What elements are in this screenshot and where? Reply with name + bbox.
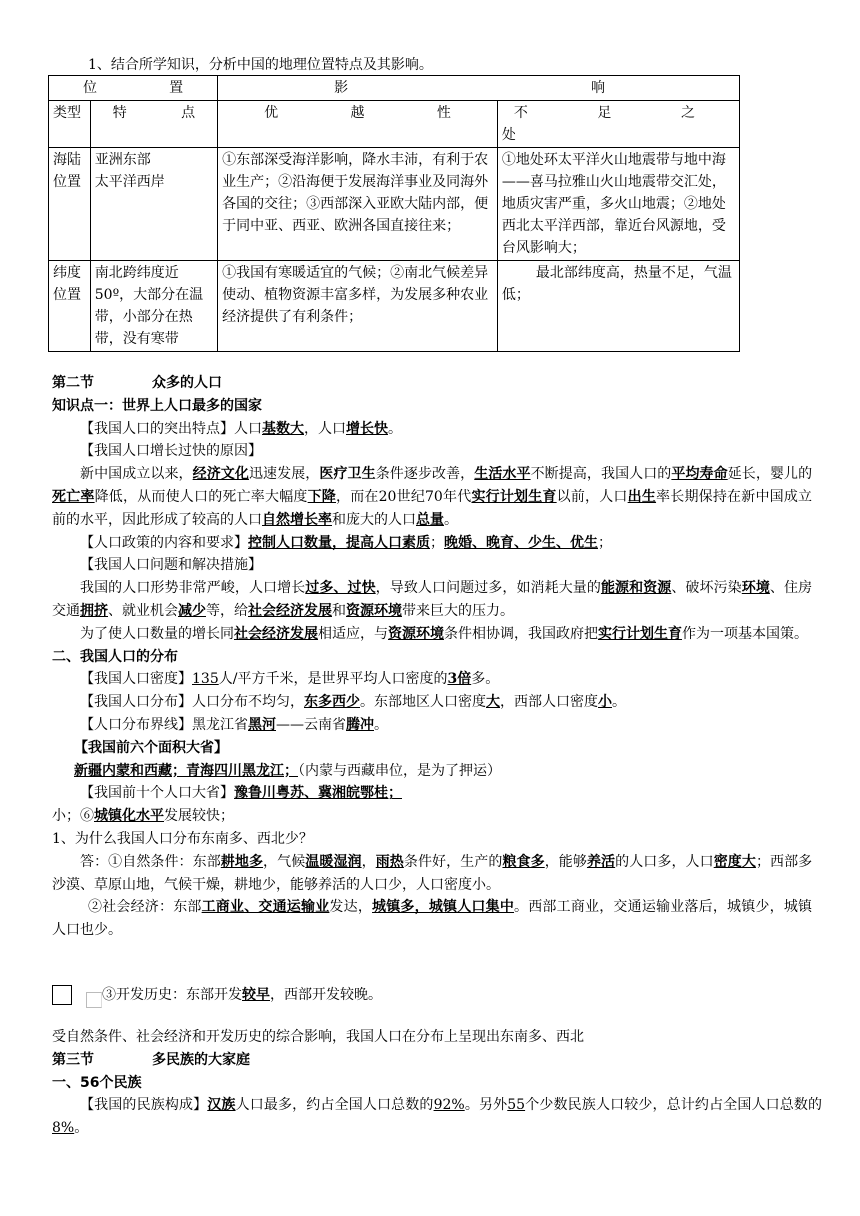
cell-feature: 亚洲东部 太平洋西岸 [90, 148, 217, 261]
question-distribution: 1、为什么我国人口分布东南多、西北少？ [52, 830, 313, 847]
table-header-row-2 [49, 101, 740, 148]
answer-natural: 答：①自然条件：东部耕地多，气候温暖湿润，雨热条件好，生产的粮食多，能够养活的人口多，人口密度大；西部多沙漠、草原山地，气候干燥，耕地少，能够养活的人口少，人口密度小。 [52, 853, 813, 893]
header-type: 类型 [49, 101, 91, 148]
section-3-heading: 第三节 多民族的大家庭 [52, 1051, 250, 1068]
section-3-sub: 一、56个民族 [52, 1074, 142, 1091]
header-influence: 影 响 [218, 76, 740, 101]
line-populous-provinces: 【我国前十个人口大省】豫鲁川粤苏、冀湘皖鄂桂； [80, 785, 402, 802]
knowledge-point-1: 知识点一：世界上人口最多的国家 [52, 397, 262, 414]
header-advantage: 优 越 性 [218, 101, 498, 148]
checkbox-square [52, 985, 72, 1005]
answer-economy: ②社会经济：东部工商业、交通运输业发达，城镇多，城镇人口集中。西部工商业，交通运输业落后，城镇少，城镇人口也少。 [52, 899, 813, 939]
cell-type: 海陆位置 [49, 148, 91, 261]
section-2-distribution: 二、我国人口的分布 [52, 648, 178, 665]
header-feature: 特 点 [90, 101, 217, 148]
cell-disadvantage: 最北部纬度高，热量不足，气温低； [497, 261, 739, 352]
line-boundary: 【人口分布界线】黑龙江省黑河——云南省腾冲。 [80, 716, 388, 733]
line-population-policy: 【人口政策的内容和要求】控制人口数量，提高人口素质；晚婚、晚育、少生、优生； [80, 534, 612, 551]
geo-location-table [48, 75, 740, 352]
section-3-block [52, 1026, 822, 1140]
header-location: 位 置 [49, 76, 218, 101]
section-2-block [52, 372, 812, 942]
faint-square [86, 992, 102, 1008]
cell-disadvantage: ①地处环太平洋火山地震带与地中海——喜马拉雅山火山地震带交汇处，地质灾害严重，多火山地震；②地处西北太平洋西部，靠近台风源地，受台风影响大； [497, 148, 739, 261]
line-growth-reasons-title: 【我国人口增长过快的原因】 [80, 443, 262, 460]
cell-feature: 南北跨纬度近50º，大部分在温带，小部分在热带，没有寒带 [90, 261, 217, 352]
line-national-policy: 为了使人口数量的增长同社会经济发展相适应，与资源环境条件相协调，我国政府把实行计划生育作为一项基本国策。 [80, 625, 808, 642]
line-urbanization: 小；⑥城镇化水平发展较快； [52, 808, 234, 825]
answer-history: ③开发历史：东部开发较早，西部开发较晚。 [102, 987, 382, 1003]
line-problems: 我国的人口形势非常严峻，人口增长过多、过快，导致人口问题过多，如消耗大量的能源和资源、破坏污染环境、住房交通拥挤、就业机会减少等，给社会经济发展和资源环境带来巨大的压力。 [52, 580, 813, 619]
line-problems-title: 【我国人口问题和解决措施】 [80, 557, 262, 574]
question-1: 1、结合所学知识，分析中国的地理位置特点及其影响。 [88, 57, 433, 73]
section-heading: 第二节 众多的人口 [52, 375, 222, 391]
line-largest-provinces: 新疆内蒙和西藏；青海四川黑龙江；（内蒙与西藏串位，是为了押运） [74, 762, 501, 779]
cell-type: 纬度位置 [49, 261, 91, 352]
table-row-sea-land [49, 148, 740, 261]
line-distribution: 【我国人口分布】人口分布不均匀，东多西少。东部地区人口密度大，西部人口密度小。 [80, 694, 626, 711]
cell-advantage: ①我国有寒暖适宜的气候；②南北气候差异使动、植物资源丰富多样，为发展多种农业经济提供了有利条件； [218, 261, 498, 352]
table-header-row-1 [49, 76, 740, 101]
table-row-latitude [49, 261, 740, 352]
summary-line: 受自然条件、社会经济和开发历史的综合影响，我国人口在分布上呈现出东南多、西北 [52, 1029, 584, 1045]
line-population-features: 【我国人口的突出特点】人口基数大，人口增长快。 [80, 420, 402, 437]
line-ethnic-composition: 【我国的民族构成】汉族人口最多，约占全国人口总数的92%。另外55个少数民族人口较少，总计约占全国人口总数的8%。 [52, 1097, 823, 1137]
line-density: 【我国人口密度】135人/平方千米，是世界平均人口密度的3倍多。 [80, 671, 500, 688]
line-largest-provinces-title: 【我国前六个面积大省】 [74, 739, 228, 756]
cell-advantage: ①东部深受海洋影响，降水丰沛，有利于农业生产；②沿海便于发展海洋事业及同海外各国的交往；③西部深入亚欧大陆内部，便于同中亚、西亚、欧洲各国直接往来； [218, 148, 498, 261]
line-growth-reasons: 新中国成立以来，经济文化迅速发展，医疗卫生条件逐步改善，生活水平不断提高，我国人口的平均寿命延长，婴儿的死亡率降低，从而使人口的死亡率大幅度下降，而在20世纪70年代实行计划生育以前，人口出生率长期保持在新中国成立前的水平，因此形成了较高的人口自然增长率和庞大的人口总量。 [52, 466, 813, 528]
header-disadvantage: 不 足 之 处 [497, 101, 739, 148]
